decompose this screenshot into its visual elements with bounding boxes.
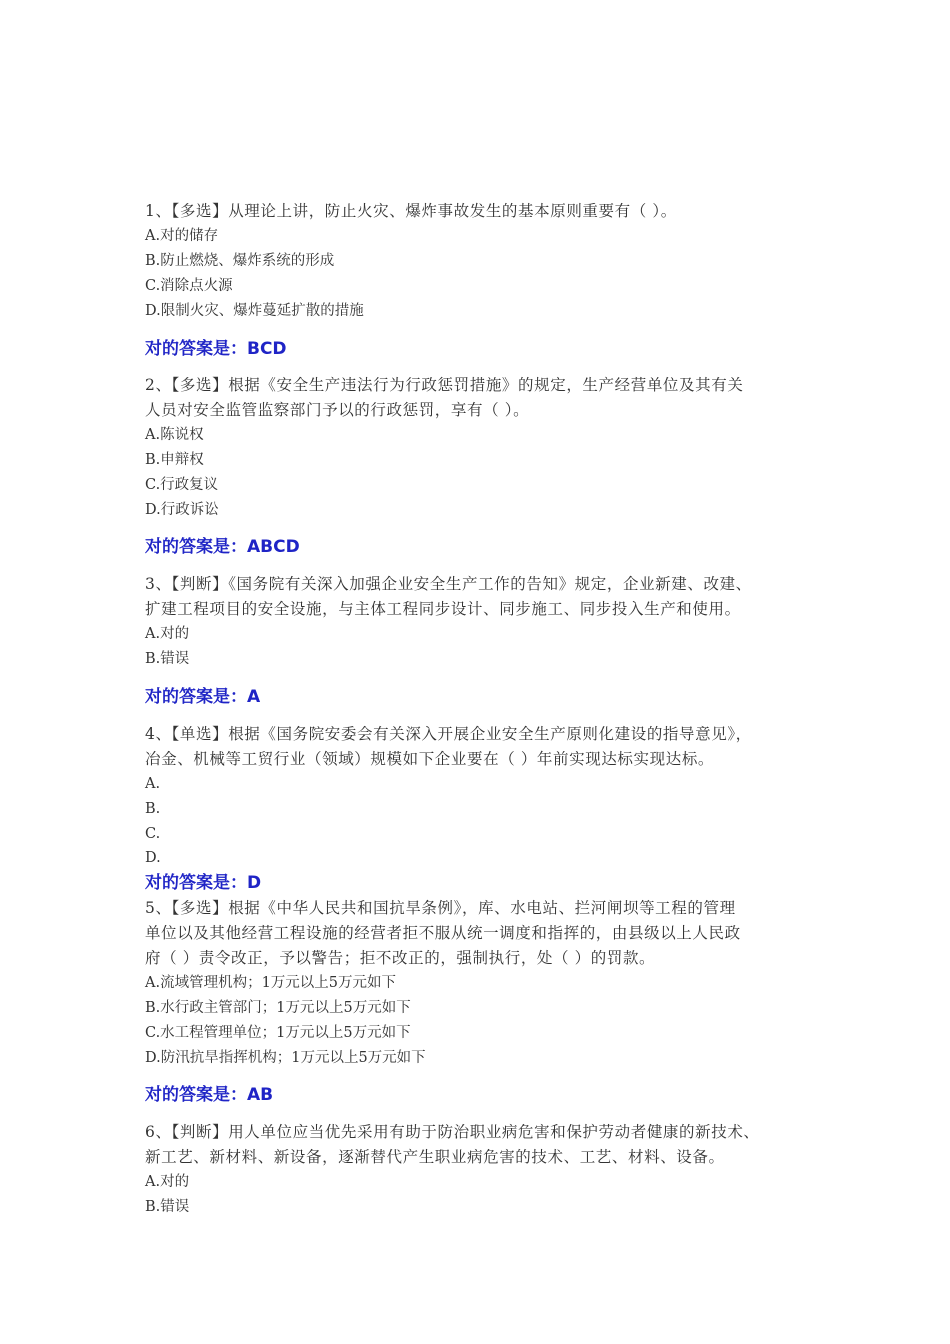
question-5-option-c: C.水工程管理单位；1万元以上5万元如下 [145, 1025, 411, 1041]
question-4-answer: 对的答案是：D [145, 873, 262, 893]
question-4-stem-line-1: 4、【单选】根据《国务院安委会有关深入开展企业安全生产原则化建设的指导意见》， [145, 725, 752, 743]
question-4-option-b: B. [145, 801, 161, 817]
question-6-option-a: A.对的 [145, 1174, 190, 1190]
question-5-option-a: A.流域管理机构；1万元以上5万元如下 [145, 975, 397, 991]
question-3-answer: 对的答案是：A [145, 687, 261, 707]
question-2-option-d: D.行政诉讼 [145, 502, 219, 518]
question-3-stem-line-1: 3、【判断】《国务院有关深入加强企业安全生产工作的告知》规定，企业新建、改建、 [145, 575, 752, 593]
question-1-option-b: B.防止燃烧、爆炸系统的形成 [145, 253, 335, 269]
question-5-stem-line-2: 单位以及其他经营工程设施的经营者拒不服从统一调度和指挥的，由县级以上人民政 [145, 924, 741, 942]
question-2-option-b: B.申辩权 [145, 452, 204, 468]
question-4-option-d: D. [145, 850, 161, 866]
question-5-option-d: D.防汛抗旱指挥机构；1万元以上5万元如下 [145, 1050, 426, 1066]
question-5-answer: 对的答案是：AB [145, 1085, 274, 1105]
question-1-option-d: D.限制火灾、爆炸蔓延扩散的措施 [145, 303, 364, 319]
question-6-option-b: B.错误 [145, 1199, 190, 1215]
question-1-option-c: C.消除点火源 [145, 278, 233, 294]
question-3-option-a: A.对的 [145, 626, 190, 642]
question-5-option-b: B.水行政主管部门；1万元以上5万元如下 [145, 1000, 411, 1016]
question-6-stem-line-2: 新工艺、新材料、新设备，逐渐替代产生职业病危害的技术、工艺、材料、设备。 [145, 1148, 725, 1166]
question-2-option-a: A.陈说权 [145, 427, 204, 443]
question-6-stem-line-1: 6、【判断】用人单位应当优先采用有助于防治职业病危害和保护劳动者健康的新技术、 [145, 1123, 760, 1141]
question-3-option-b: B.错误 [145, 651, 190, 667]
question-5-stem-line-3: 府（ ）责令改正，予以警告；拒不改正的，强制执行，处（ ）的罚款。 [145, 949, 656, 967]
question-4-stem-line-2: 冶金、机械等工贸行业（领域）规模如下企业要在（ ）年前实现达标实现达标。 [145, 750, 715, 768]
question-4-option-c: C. [145, 826, 161, 842]
question-1-stem-line-1: 1、【多选】从理论上讲，防止火灾、爆炸事故发生的基本原则重要有（ ）。 [145, 202, 677, 220]
question-2-option-c: C.行政复议 [145, 477, 219, 493]
question-3-stem-line-2: 扩建工程项目的安全设施，与主体工程同步设计、同步施工、同步投入生产和使用。 [145, 600, 741, 618]
question-1-answer: 对的答案是：BCD [145, 339, 287, 359]
question-2-answer: 对的答案是：ABCD [145, 537, 300, 557]
question-2-stem-line-2: 人员对安全监管监察部门予以的行政惩罚，享有（ ）。 [145, 401, 530, 419]
question-4-option-a: A. [145, 776, 161, 792]
question-1-option-a: A.对的储存 [145, 228, 219, 244]
question-2-stem-line-1: 2、【多选】根据《安全生产违法行为行政惩罚措施》的规定，生产经营单位及其有关 [145, 376, 744, 394]
question-5-stem-line-1: 5、【多选】根据《中华人民共和国抗旱条例》，库、水电站、拦河闸坝等工程的管理 [145, 899, 736, 917]
